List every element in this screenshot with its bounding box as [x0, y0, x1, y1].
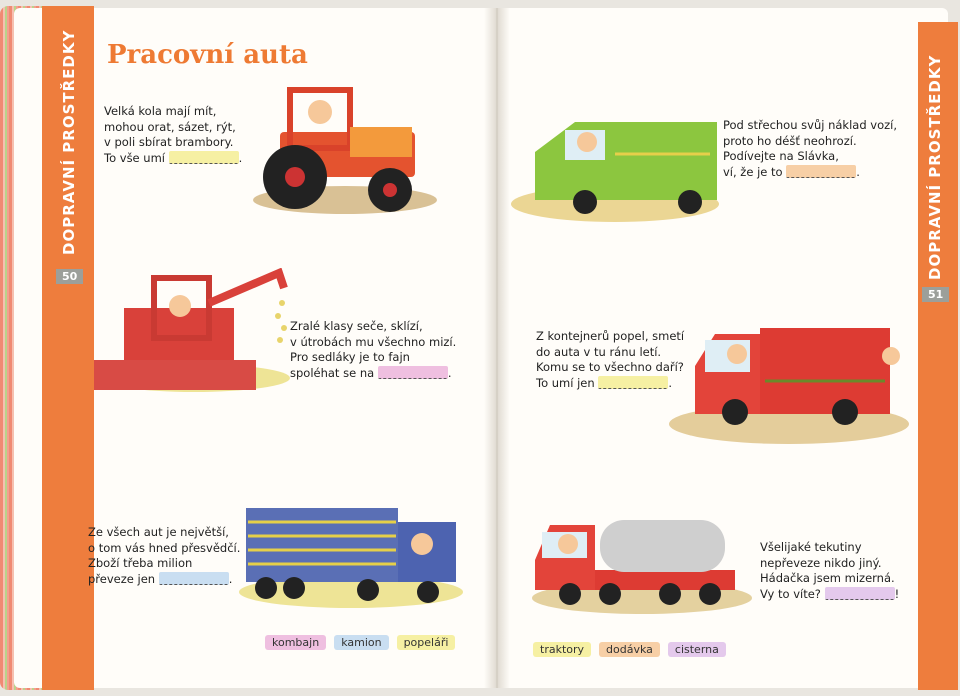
combine-harvester-illustration [94, 268, 294, 400]
verse-line: převeze jen [88, 571, 156, 586]
tractor-illustration [250, 82, 440, 222]
answer-blank[interactable] [169, 151, 239, 164]
answer-blank[interactable] [159, 572, 229, 585]
answer-blank[interactable] [378, 366, 448, 379]
verse-line: Všelijaké tekutiny [760, 540, 862, 554]
verse-line: Vy to víte? [760, 586, 821, 601]
right-side-title: DOPRAVNÍ PROSTŘEDKY [926, 54, 944, 280]
answer-chip[interactable]: kamion [334, 635, 388, 650]
verse-line: To vše umí [104, 150, 165, 165]
tanker-illustration [530, 510, 755, 622]
verse-punct: ! [894, 586, 900, 601]
answer-chip[interactable]: popeláři [397, 635, 456, 650]
verse-line: Velká kola mají mít, [104, 104, 217, 118]
answer-blank[interactable] [825, 587, 895, 600]
verse-punct: . [238, 150, 243, 165]
left-side-title: DOPRAVNÍ PROSTŘEDKY [60, 29, 78, 255]
answer-chip[interactable]: dodávka [599, 642, 660, 657]
verse-tractor [104, 104, 242, 166]
verse-garbage-truck [536, 329, 684, 391]
verse-line: Zboží třeba milion [88, 556, 193, 570]
verse-line: mohou orat, sázet, rýt, [104, 119, 236, 134]
verse-punct: . [668, 375, 672, 390]
garbage-truck-illustration [665, 316, 913, 450]
verse-line: v útrobách mu všechno mizí. [290, 334, 457, 349]
verse-line: Pro sedláky je to fajn [290, 350, 410, 364]
verse-lorry [88, 525, 240, 587]
verse-line: Podívejte na Slávka, [723, 149, 839, 163]
right-page-number: 51 [922, 287, 949, 302]
verse-combine [290, 319, 456, 381]
verse-line: nepřeveze nikdo jiný. [760, 555, 882, 570]
verse-line: o tom vás hned přesvědčí. [88, 540, 241, 555]
verse-line: proto ho déšť neohrozí. [723, 133, 857, 148]
answer-chip[interactable]: cisterna [668, 642, 726, 657]
page-title: Pracovní auta [107, 40, 308, 70]
left-page-number: 50 [56, 269, 83, 284]
verse-line: Zralé klasy seče, sklízí, [290, 319, 423, 333]
left-answer-bank [265, 635, 455, 650]
right-answer-bank [533, 642, 726, 657]
verse-line: Z kontejnerů popel, smetí [536, 329, 685, 343]
verse-van [723, 118, 897, 180]
verse-line: To umí jen [536, 375, 595, 390]
answer-blank[interactable] [598, 376, 668, 389]
verse-line: ví, že je to [723, 164, 783, 179]
verse-punct: . [856, 164, 860, 179]
verse-line: Ze všech aut je největší, [88, 525, 229, 539]
answer-chip[interactable]: kombajn [265, 635, 326, 650]
verse-line: Komu se to všechno daří? [536, 360, 684, 374]
verse-line: do auta v tu ránu letí. [536, 344, 662, 359]
verse-line: Hádačka jsem mizerná. [760, 571, 895, 585]
verse-line: v poli sbírat brambory. [104, 135, 234, 149]
answer-chip[interactable]: traktory [533, 642, 591, 657]
verse-tanker [760, 540, 899, 602]
verse-punct: . [228, 571, 233, 586]
verse-line: Pod střechou svůj náklad vozí, [723, 118, 898, 132]
lorry-illustration [236, 500, 466, 612]
answer-blank[interactable] [786, 165, 856, 178]
verse-punct: . [447, 365, 452, 380]
verse-line: spoléhat se na [290, 365, 375, 380]
van-illustration [505, 112, 720, 230]
book-gutter [484, 8, 510, 688]
